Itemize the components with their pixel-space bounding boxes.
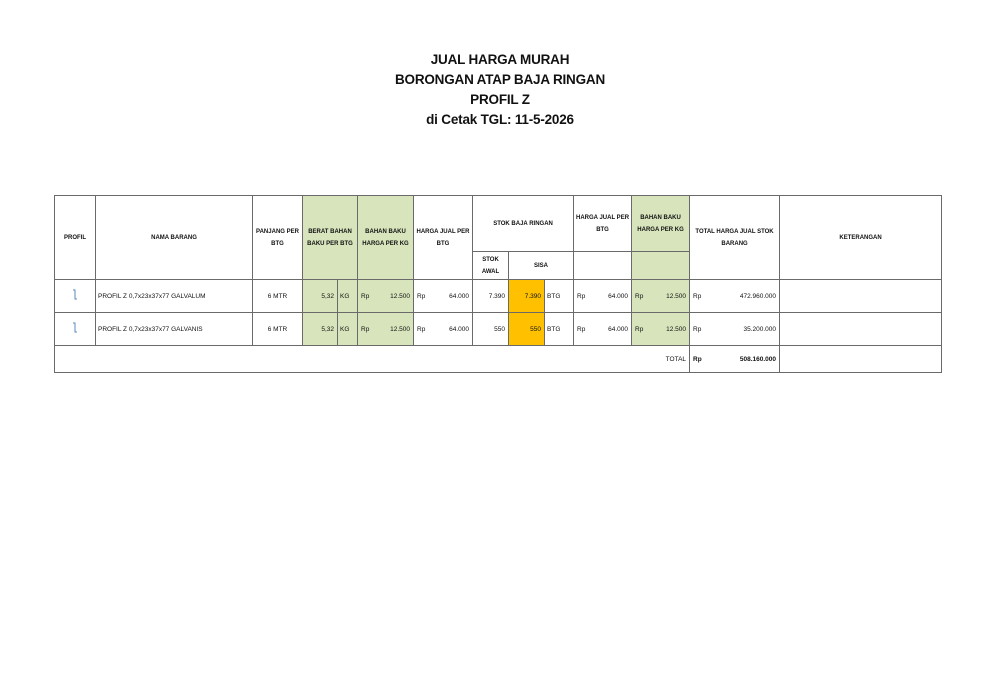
- profil-z-icon: [55, 313, 96, 346]
- title-print-date: di Cetak TGL: 11-5-2026: [426, 112, 574, 127]
- row-stok-awal: 7.390: [473, 280, 509, 313]
- header-harga-jual: HARGA JUAL PER BTG: [414, 196, 473, 280]
- header-bahan-baku-harga-2: BAHAN BAKU HARGA PER KG: [632, 196, 690, 252]
- harga-kg-value: 12.500: [390, 325, 411, 333]
- row-harga-btg-2: [574, 280, 632, 313]
- row-keterangan: [780, 313, 942, 346]
- harga-btg-value: 64.000: [449, 325, 470, 333]
- header-stok-baja: STOK BAJA RINGAN: [473, 196, 574, 252]
- row-berat: 5,32: [303, 280, 338, 313]
- table-row: [55, 313, 942, 346]
- document-title: [0, 50, 1000, 130]
- row-stok-awal: 550: [473, 313, 509, 346]
- header-stok-awal: STOK AWAL: [473, 252, 509, 280]
- subheader-empty-2: [632, 252, 690, 280]
- table-row: [55, 280, 942, 313]
- row-sisa: 550: [509, 313, 545, 346]
- row-harga-kg: [358, 313, 414, 346]
- header-panjang: PANJANG PER BTG: [253, 196, 303, 280]
- header-bahan-baku-harga: BAHAN BAKU HARGA PER KG: [358, 196, 414, 280]
- price-table: [54, 195, 942, 373]
- subheader-empty-1: [574, 252, 632, 280]
- row-panjang: 6 MTR: [253, 313, 303, 346]
- row-harga-btg: [414, 313, 473, 346]
- rp-label: Rp: [693, 325, 702, 333]
- header-profil: PROFIL: [55, 196, 96, 280]
- row-harga-kg-2: [632, 313, 690, 346]
- row-berat-unit: KG: [338, 280, 358, 313]
- harga-kg-value: 12.500: [666, 325, 687, 333]
- title-line-2: BORONGAN ATAP BAJA RINGAN: [394, 72, 605, 87]
- row-nama: PROFIL Z 0,7x23x37x77 GALVANIS: [96, 313, 253, 346]
- harga-btg-value: 64.000: [449, 292, 470, 300]
- row-sisa-unit: BTG: [545, 313, 574, 346]
- rp-label: Rp: [361, 325, 370, 333]
- header-harga-jual-2: HARGA JUAL PER BTG: [574, 196, 632, 252]
- header-sisa: SISA: [509, 252, 574, 280]
- row-total: [690, 313, 780, 346]
- harga-btg-value: 64.000: [608, 325, 629, 333]
- total-keterangan: [780, 346, 942, 373]
- harga-btg-value: 64.000: [608, 292, 629, 300]
- total-value: 35.200.000: [743, 325, 777, 333]
- total-row: [55, 346, 942, 373]
- row-harga-kg: [358, 280, 414, 313]
- profil-z-icon: [55, 280, 96, 313]
- total-label: TOTAL: [55, 346, 690, 373]
- title-line-3: PROFIL Z: [470, 92, 530, 107]
- row-berat-unit: KG: [338, 313, 358, 346]
- rp-label: Rp: [361, 292, 370, 300]
- header-total-harga: TOTAL HARGA JUAL STOK BARANG: [690, 196, 780, 280]
- row-nama: PROFIL Z 0,7x23x37x77 GALVALUM: [96, 280, 253, 313]
- rp-label: Rp: [417, 325, 426, 333]
- row-harga-btg-2: [574, 313, 632, 346]
- row-sisa: 7.390: [509, 280, 545, 313]
- rp-label: Rp: [577, 292, 586, 300]
- rp-label: Rp: [635, 292, 644, 300]
- total-value: 472.960.000: [739, 292, 777, 300]
- rp-label: Rp: [635, 325, 644, 333]
- header-nama-barang: NAMA BARANG: [96, 196, 253, 280]
- row-harga-btg: [414, 280, 473, 313]
- row-berat: 5,32: [303, 313, 338, 346]
- header-row: [55, 196, 942, 252]
- rp-label: Rp: [693, 355, 702, 363]
- row-sisa-unit: BTG: [545, 280, 574, 313]
- grand-total-cell: [690, 346, 780, 373]
- header-berat: BERAT BAHAN BAKU PER BTG: [303, 196, 358, 280]
- rp-label: Rp: [417, 292, 426, 300]
- row-keterangan: [780, 280, 942, 313]
- header-keterangan: KETERANGAN: [780, 196, 942, 280]
- rp-label: Rp: [577, 325, 586, 333]
- row-total: [690, 280, 780, 313]
- harga-kg-value: 12.500: [390, 292, 411, 300]
- rp-label: Rp: [693, 292, 702, 300]
- row-harga-kg-2: [632, 280, 690, 313]
- title-line-1: JUAL HARGA MURAH: [430, 52, 570, 67]
- row-panjang: 6 MTR: [253, 280, 303, 313]
- harga-kg-value: 12.500: [666, 292, 687, 300]
- grand-total-value: 508.160.000: [739, 355, 777, 363]
